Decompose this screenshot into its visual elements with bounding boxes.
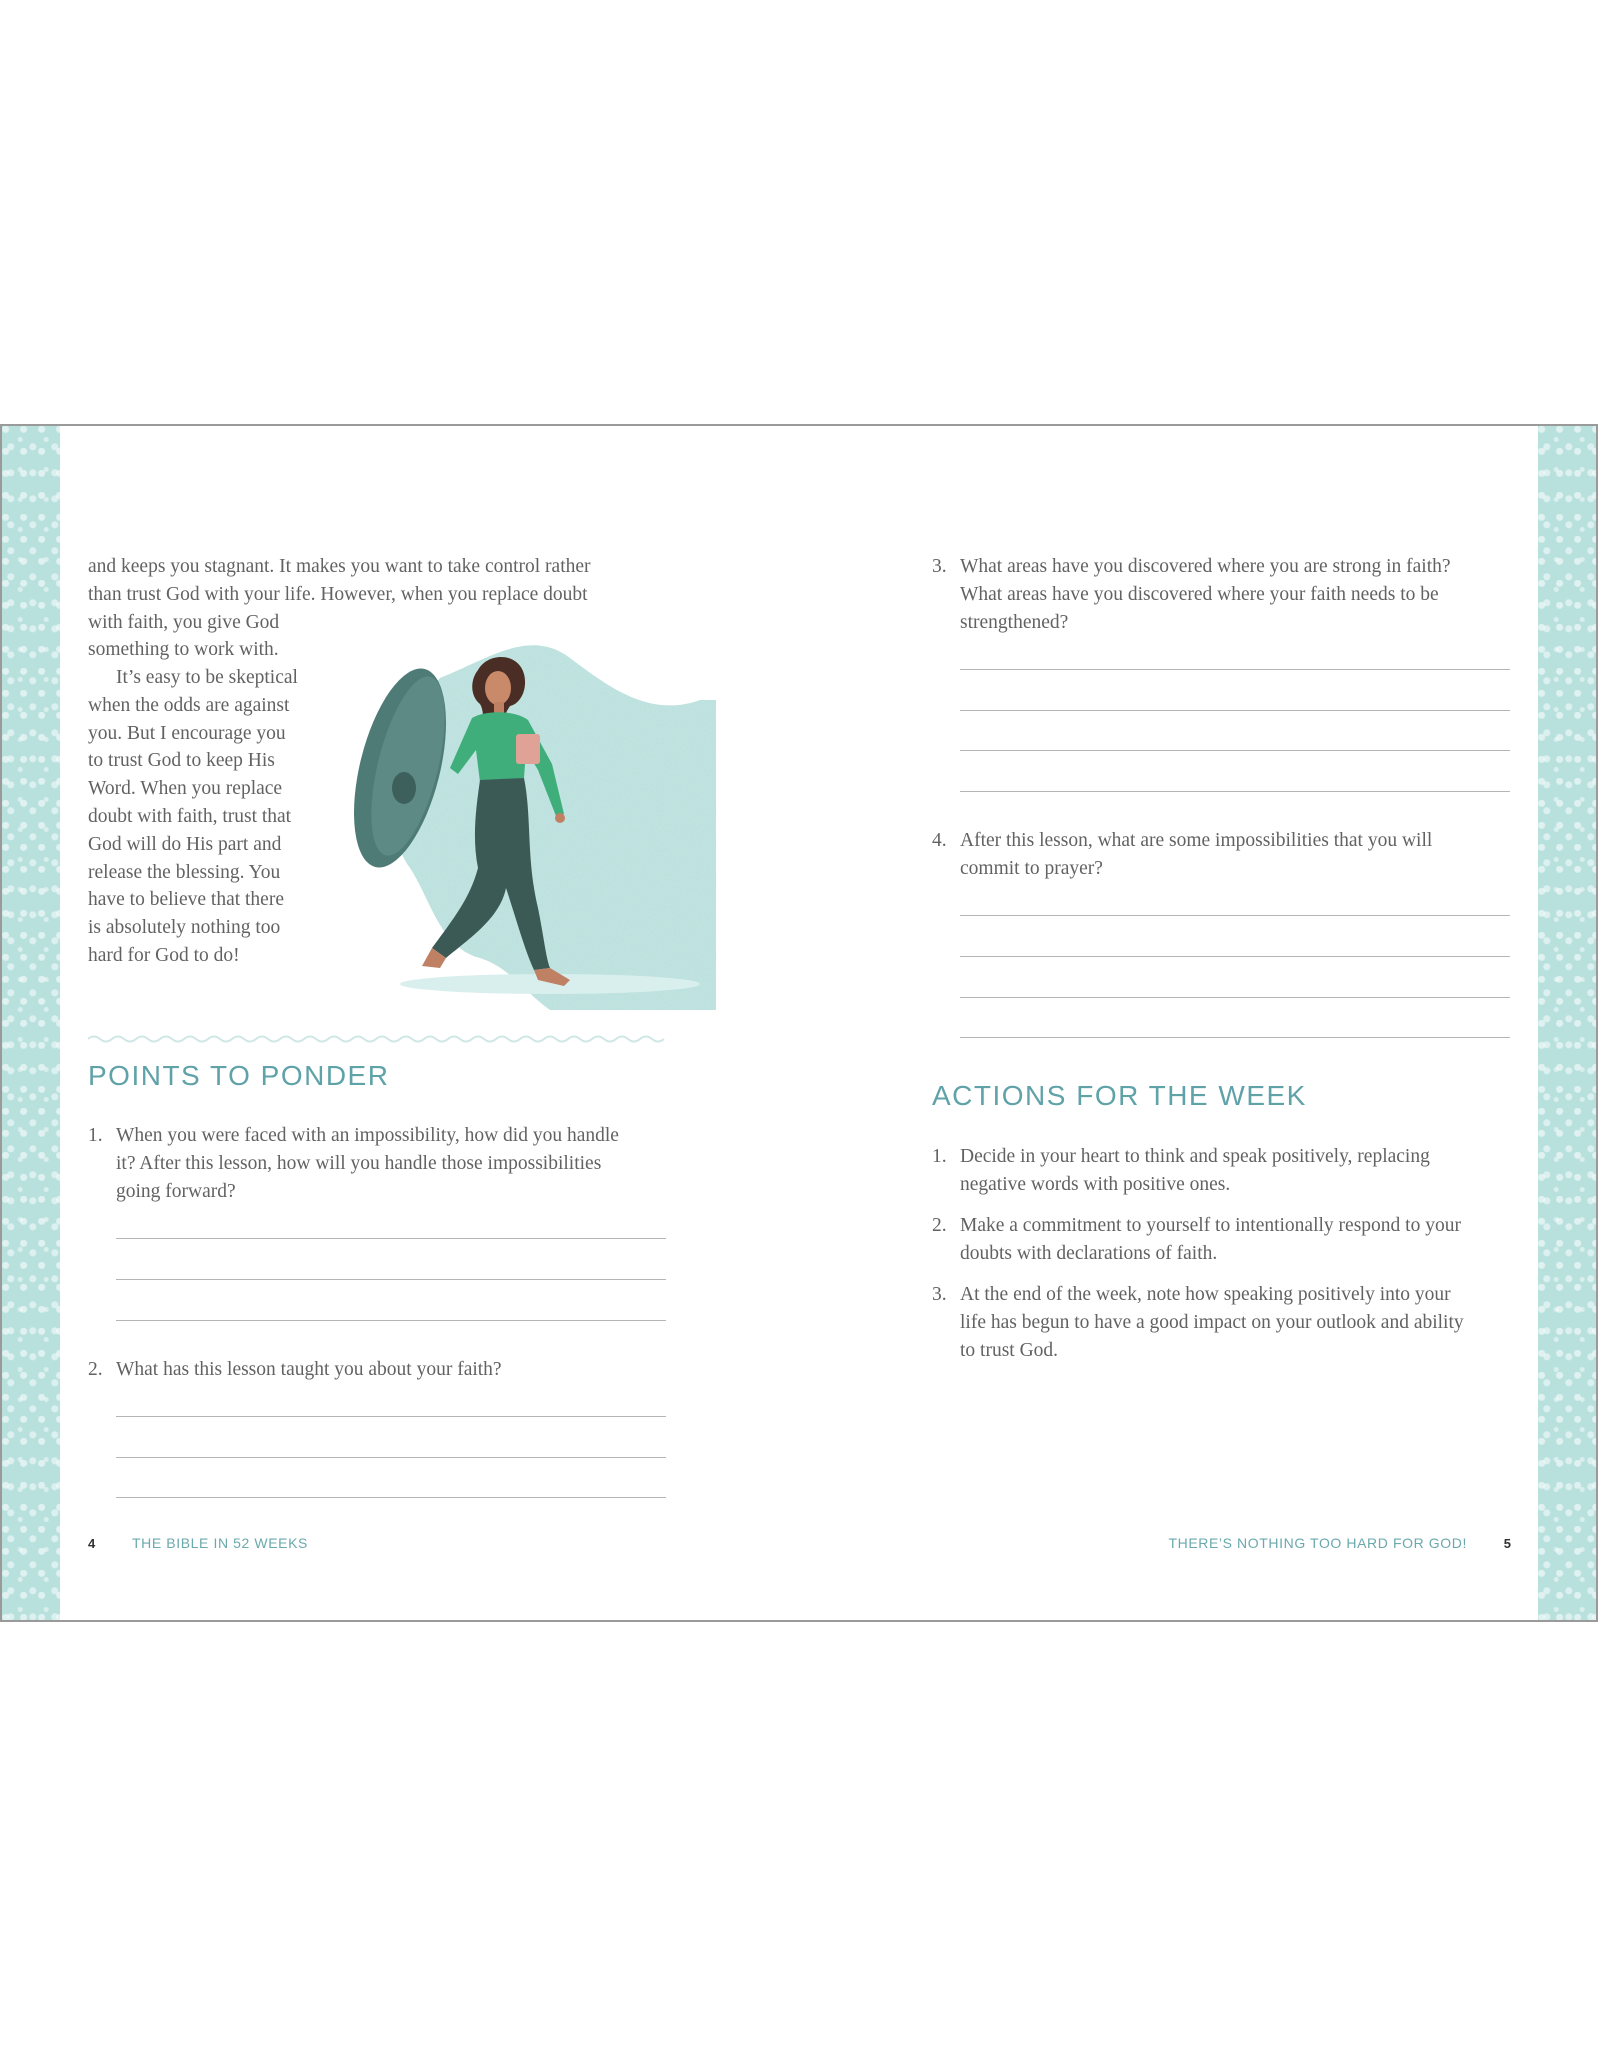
answer-line[interactable] — [116, 1238, 666, 1239]
answer-line[interactable] — [960, 956, 1510, 957]
action-line: Decide in your heart to think and speak positively, replacing — [960, 1146, 1430, 1167]
body-line: hard for God to do! — [88, 944, 240, 966]
question-line: What areas have you discovered where your faith needs to be — [960, 583, 1439, 605]
body-line: Word. When you replace — [88, 778, 283, 800]
answer-line[interactable] — [960, 750, 1510, 751]
question-line: going forward? — [116, 1180, 236, 1202]
face — [485, 671, 511, 705]
question-3 — [932, 553, 1512, 637]
answer-line[interactable] — [116, 1279, 666, 1280]
question-line: strengthened? — [960, 611, 1069, 633]
action-line: doubts with declarations of faith. — [960, 1242, 1218, 1264]
page-number-right: 5 — [1503, 1536, 1511, 1551]
question-text — [116, 1122, 668, 1205]
question-line: After this lesson, what are some impossibilities that you will — [960, 830, 1433, 851]
action-text — [960, 1281, 1512, 1364]
answer-line[interactable] — [116, 1416, 666, 1417]
section-heading-actions-for-the-week: ACTIONS FOR THE WEEK — [932, 1080, 1307, 1111]
answer-line[interactable] — [960, 1037, 1510, 1038]
question-number: 1. — [88, 1125, 103, 1146]
body-line: have to believe that there — [88, 889, 284, 911]
body-line: It’s easy to be skeptical — [116, 667, 298, 688]
answer-line[interactable] — [116, 1320, 666, 1321]
left-page-edge — [2, 426, 60, 1620]
body-line: with faith, you give God — [88, 611, 280, 633]
question-line: it? After this lesson, how will you handle those impossibilities — [116, 1152, 602, 1174]
question-number: 4. — [932, 830, 947, 851]
section-heading-points-to-ponder: POINTS TO PONDER — [88, 1060, 390, 1091]
action-item-3 — [932, 1281, 1512, 1365]
woman-with-shield-illustration — [320, 618, 720, 1010]
question-line: commit to prayer? — [960, 857, 1103, 879]
question-2 — [88, 1356, 668, 1384]
question-1 — [88, 1122, 668, 1206]
body-line: doubt with faith, trust that — [88, 805, 292, 827]
action-number: 1. — [932, 1146, 947, 1167]
action-line: life has begun to have a good impact on your outlook and ability — [960, 1311, 1464, 1333]
action-text — [960, 1143, 1512, 1199]
bag — [516, 734, 540, 764]
question-line: What has this lesson taught you about your faith? — [116, 1359, 502, 1380]
question-line: What areas have you discovered where you are strong in faith? — [960, 556, 1451, 577]
body-line: to trust God to keep His — [88, 750, 275, 772]
question-text — [960, 827, 1512, 883]
action-text — [960, 1212, 1512, 1268]
answer-line[interactable] — [960, 710, 1510, 711]
body-line: God will do His part and — [88, 833, 282, 855]
running-head-right: THERE’S NOTHING TOO HARD FOR GOD! — [1168, 1535, 1467, 1551]
question-number: 3. — [932, 556, 947, 577]
action-line: Make a commitment to yourself to intentionally respond to your — [960, 1215, 1461, 1236]
question-number: 2. — [88, 1359, 103, 1380]
body-line: something to work with. — [88, 639, 279, 661]
action-item-2 — [932, 1212, 1512, 1268]
question-text — [116, 1356, 668, 1384]
body-paragraph-2 — [88, 664, 338, 970]
body-line: than trust God with your life. However, when you replace doubt — [88, 583, 588, 605]
action-line: At the end of the week, note how speaking positively into your — [960, 1284, 1451, 1305]
body-line: you. But I encourage you — [88, 722, 286, 744]
answer-line[interactable] — [960, 791, 1510, 792]
body-line: release the blessing. You — [88, 861, 281, 883]
action-item-1 — [932, 1143, 1512, 1199]
body-line: when the odds are against — [88, 694, 290, 716]
action-number: 2. — [932, 1215, 947, 1236]
question-line: When you were faced with an impossibility, how did you handle — [116, 1125, 619, 1146]
answer-line[interactable] — [960, 997, 1510, 998]
action-line: to trust God. — [960, 1339, 1059, 1361]
answer-line[interactable] — [116, 1497, 666, 1498]
right-page-edge — [1538, 426, 1596, 1620]
answer-line[interactable] — [960, 669, 1510, 670]
action-number: 3. — [932, 1284, 947, 1305]
wavy-divider — [88, 1034, 665, 1044]
body-line: and keeps you stagnant. It makes you want to take control rather — [88, 556, 591, 577]
answer-line[interactable] — [960, 915, 1510, 916]
answer-line[interactable] — [116, 1457, 666, 1458]
running-head-left: THE BIBLE IN 52 WEEKS — [132, 1535, 308, 1551]
question-4 — [932, 827, 1512, 883]
body-line: is absolutely nothing too — [88, 917, 281, 939]
action-line: negative words with positive ones. — [960, 1173, 1231, 1195]
page-number-left: 4 — [88, 1536, 96, 1551]
question-text — [960, 553, 1512, 636]
